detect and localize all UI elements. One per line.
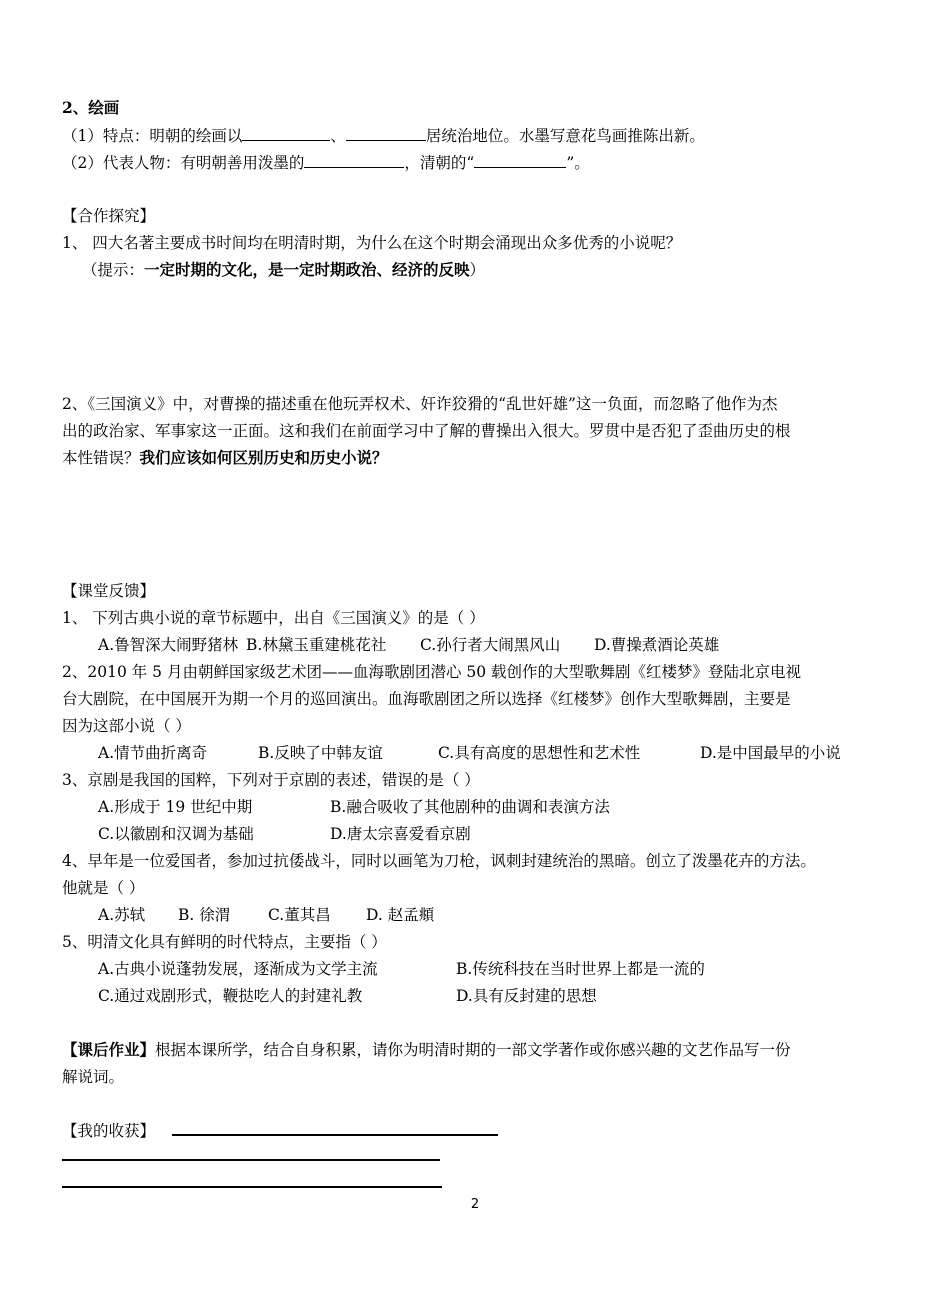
page-number: 2 — [470, 1197, 480, 1212]
feedback-q2-line2: 台大剧院，在中国展开为期一个月的巡回演出。血海歌剧团之所以选择《红楼梦》创作大型歌舞剧，主要是 — [62, 690, 791, 708]
feedback-q4-options — [98, 904, 434, 926]
painting-heading: 2、绘画 — [62, 98, 120, 117]
feedback-q5: 5、明清文化具有鲜明的时代特点，主要指（ ） — [62, 933, 387, 951]
option[interactable]: B.传统科技在当时世界上都是一流的 — [456, 960, 705, 978]
feedback-q3: 3、京剧是我国的国粹，下列对于京剧的表述，错误的是（ ） — [62, 771, 480, 789]
harvest-answer-line[interactable] — [62, 1186, 442, 1188]
painting-rep-line: （2）代表人物：有明朝善用泼墨的 ，清朝的“ ”。 — [62, 151, 590, 174]
homework-line2: 解说词。 — [62, 1068, 125, 1086]
option[interactable]: A.古典小说蓬勃发展，逐渐成为文学主流 — [98, 960, 378, 978]
option[interactable]: A.苏轼 — [98, 906, 146, 924]
explore-q2-line1: 2、《三国演义》中，对曹操的描述重在他玩弄权术、奸诈狡猾的“乱世奸雄”这一负面，而忽略了他作为杰 — [62, 395, 778, 413]
option[interactable]: B.林黛玉重建桃花社 — [246, 636, 387, 654]
fill-blank[interactable] — [474, 151, 566, 168]
feedback-q4-line2: 他就是（ ） — [62, 879, 145, 897]
feedback-q4-line1: 4、早年是一位爱国者，参加过抗倭战斗，同时以画笔为刀枪，讽刺封建统治的黑暗。创立了泼墨花卉的方法。 — [62, 852, 816, 870]
feedback-q3-options-row2 — [98, 823, 471, 845]
harvest-answer-line[interactable] — [62, 1159, 440, 1161]
feedback-q2-line3: 因为这部小说（ ） — [62, 717, 191, 735]
feedback-q2-line1: 2、2010 年 5 月由朝鲜国家级艺术团——血海歌剧团潜心 50 载创作的大型歌舞剧《红楼梦》登陆北京电视 — [62, 663, 802, 681]
explore-q2-line2: 出的政治家、军事家这一正面。这和我们在前面学习中了解的曹操出入很大。罗贯中是否犯了歪曲历史的根 — [62, 422, 791, 440]
option[interactable]: D.曹操煮酒论英雄 — [594, 636, 720, 654]
option[interactable]: C.孙行者大闹黑风山 — [420, 636, 561, 654]
option[interactable]: D.是中国最早的小说 — [700, 744, 841, 762]
option[interactable]: B.融合吸收了其他剧种的曲调和表演方法 — [330, 798, 610, 816]
harvest-heading: 【我的收获】 — [62, 1122, 156, 1140]
feedback-q1: 1、 下列古典小说的章节标题中，出自《三国演义》的是（ ） — [62, 609, 485, 627]
option[interactable]: B.反映了中韩友谊 — [258, 744, 383, 762]
option[interactable]: C.通过戏剧形式，鞭挞吃人的封建礼教 — [98, 987, 363, 1005]
explore-q2-line3: 本性错误？我们应该如何区别历史和历史小说？ — [62, 448, 388, 467]
option[interactable]: C.董其昌 — [268, 906, 331, 924]
feedback-heading: 【课堂反馈】 — [62, 582, 156, 600]
option[interactable]: A.鲁智深大闹野猪林 — [98, 636, 239, 654]
feedback-q1-options — [98, 634, 719, 656]
option[interactable]: D.唐太宗喜爱看京剧 — [330, 825, 471, 843]
explore-heading: 【合作探究】 — [62, 207, 156, 225]
feedback-q3-options-row1 — [98, 796, 610, 818]
homework-line1: 【课后作业】根据本课所学，结合自身积累，请你为明清时期的一部文学著作或你感兴趣的文艺作品写一份 — [62, 1040, 791, 1059]
option[interactable]: D. 赵孟頫 — [366, 906, 435, 924]
feedback-q2-options — [98, 742, 841, 764]
explore-hint: （提示：一定时期的文化，是一定时期政治、经济的反映） — [82, 260, 486, 279]
feedback-q5-options-row2 — [98, 985, 597, 1007]
explore-q1: 1、 四大名著主要成书时间均在明清时期，为什么在这个时期会涌现出众多优秀的小说呢？ — [62, 234, 682, 252]
harvest-answer-line[interactable] — [172, 1134, 498, 1136]
fill-blank[interactable] — [346, 124, 426, 141]
option[interactable]: C.以徽剧和汉调为基础 — [98, 825, 254, 843]
option[interactable]: C.具有高度的思想性和艺术性 — [438, 744, 641, 762]
feedback-q5-options-row1 — [98, 958, 705, 980]
option[interactable]: A.形成于 19 世纪中期 — [98, 798, 253, 816]
option[interactable]: B. 徐渭 — [178, 906, 231, 924]
fill-blank[interactable] — [304, 151, 404, 168]
option[interactable]: A.情节曲折离奇 — [98, 744, 208, 762]
painting-feature-line: （1）特点：明朝的绘画以 、 居统治地位。水墨写意花鸟画推陈出新。 — [62, 124, 705, 147]
fill-blank[interactable] — [242, 124, 330, 141]
option[interactable]: D.具有反封建的思想 — [456, 987, 597, 1005]
